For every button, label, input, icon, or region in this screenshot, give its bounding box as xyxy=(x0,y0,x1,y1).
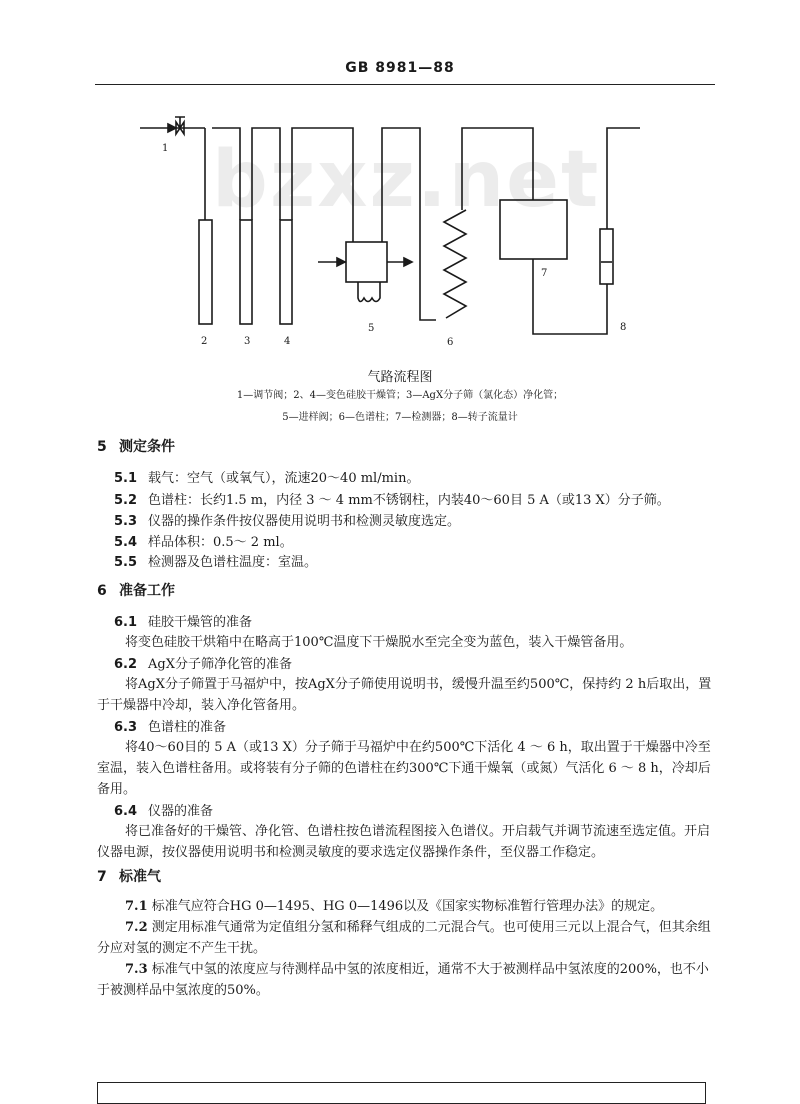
subsection-6-2-heading xyxy=(114,653,292,672)
item-5-2 xyxy=(114,489,670,508)
paragraph-7-1 xyxy=(97,896,717,917)
item-number: 6.4 xyxy=(114,804,138,819)
figure-title: 气路流程图 xyxy=(367,370,433,385)
item-5-5 xyxy=(114,551,317,570)
section-7-heading xyxy=(97,866,161,886)
subsection-title: 仪器的准备 xyxy=(148,804,214,819)
injection-valve-5 xyxy=(346,242,387,282)
drying-tube-2 xyxy=(199,220,212,324)
pipe-6-to-7 xyxy=(462,128,533,210)
item-text: 测定用标准气通常为定值组分氢和稀释气组成的二元混合气。也可使用三元以上混合气，但其余组分应对氢的测定不产生干扰。 xyxy=(97,920,711,956)
chromatography-column-6 xyxy=(444,210,466,318)
subsection-title: AgX分子筛净化管的准备 xyxy=(148,657,292,672)
sample-loop xyxy=(358,282,380,302)
paragraph-7-2 xyxy=(97,917,717,959)
label-6: 6 xyxy=(447,337,454,348)
section-5-heading xyxy=(97,436,175,456)
paragraph-7-3 xyxy=(97,959,717,1001)
label-1: 1 xyxy=(162,143,169,154)
page-footer-frame xyxy=(97,1082,706,1104)
item-text: 载气：空气（或氧气），流速20～40 ml/min。 xyxy=(148,471,420,486)
item-number: 5.5 xyxy=(114,555,138,570)
item-5-3 xyxy=(114,510,460,529)
section-number: 6 xyxy=(97,583,107,599)
section-title: 准备工作 xyxy=(119,583,175,599)
item-text: 样品体积：0.5～ 2 ml。 xyxy=(148,535,293,550)
item-number: 5.2 xyxy=(114,493,138,508)
paragraph-6-1: 将变色硅胶干烘箱中在略高于100℃温度下干燥脱水至完全变为蓝色，装入干燥管备用。 xyxy=(125,635,633,650)
section-title: 标准气 xyxy=(119,869,161,885)
subsection-6-4-heading xyxy=(114,800,213,819)
item-number: 6.3 xyxy=(114,720,138,735)
item-number: 5.4 xyxy=(114,535,138,550)
item-text: 标准气中氢的浓度应与待测样品中氢的浓度相近，通常不大于被测样品中氢浓度的200%，也不小于被测样品中氢浓度的50%。 xyxy=(97,962,709,998)
item-number: 6.1 xyxy=(114,615,138,630)
paragraph-6-2: 将AgX分子筛置于马福炉中，按AgX分子筛使用说明书，缓慢升温至约500℃，保持约 2 h后取出，置于干燥器中冷却，装入净化管备用。 xyxy=(97,677,712,713)
pipe-2-to-3 xyxy=(212,128,240,220)
item-5-4 xyxy=(114,531,293,550)
paragraph-6-4: 将已准备好的干燥管、净化管、色谱柱按色谱流程图接入色谱仪。开启载气并调节流速至选定值。开启仪器电源，按仪器使用说明书和检测灵敏度的要求选定仪器操作条件，至仪器工作稳定。 xyxy=(97,824,711,860)
label-4: 4 xyxy=(284,336,291,347)
rotameter-8 xyxy=(600,229,613,284)
outlet-line xyxy=(607,128,640,229)
purification-tube-3 xyxy=(240,220,252,324)
item-text: 色谱柱：长约1.5 m，内径 3 ～ 4 mm不锈钢柱，内装40～60目 5 A（或13 X）分子筛。 xyxy=(148,493,670,508)
drying-tube-4 xyxy=(280,220,292,324)
section-6-heading xyxy=(97,580,175,600)
item-number: 5.1 xyxy=(114,471,138,486)
subsection-6-3-heading xyxy=(114,716,226,735)
regulating-valve-icon xyxy=(175,117,185,134)
subsection-title: 硅胶干燥管的准备 xyxy=(148,615,253,630)
subsection-title: 色谱柱的准备 xyxy=(148,720,227,735)
item-text: 标准气应符合HG 0—1495、HG 0—1496以及《国家实物标准暂行管理办法》的规定。 xyxy=(151,899,664,914)
section-number: 5 xyxy=(97,439,107,455)
section-title: 测定条件 xyxy=(119,439,175,455)
item-text: 仪器的操作条件按仪器使用说明书和检测灵敏度选定。 xyxy=(148,514,461,529)
item-number: 7.1 xyxy=(125,899,148,914)
paragraph-6-3: 将40～60目的 5 A（或13 X）分子筛于马福炉中在约500℃下活化 4 ～ 6 h，取出置于干燥器中冷至室温，装入色谱柱备用。或将装有分子筛的色谱柱在约300℃下通干燥氧（或氮）气活化 6 ～ 8 h，冷却后备用。 xyxy=(97,740,711,797)
gas-flow-diagram xyxy=(0,0,800,365)
item-number: 7.3 xyxy=(125,962,148,977)
item-number: 7.2 xyxy=(125,920,148,935)
label-5: 5 xyxy=(368,323,375,334)
section-number: 7 xyxy=(97,869,107,885)
inlet-arrow xyxy=(168,124,176,132)
pipe-5-to-6 xyxy=(382,128,436,320)
label-2: 2 xyxy=(201,336,208,347)
watermark: bzxz.net xyxy=(212,135,601,225)
label-3: 3 xyxy=(244,336,251,347)
item-text: 检测器及色谱柱温度：室温。 xyxy=(148,555,318,570)
detector-7 xyxy=(500,200,567,259)
pipe-4-to-5 xyxy=(292,128,353,242)
figure-legend-line-2: 5—进样阀；6—色谱柱；7—检测器；8—转子流量计 xyxy=(282,412,518,423)
figure-legend-line-1: 1—调节阀；2、4—变色硅胶干燥管；3—AgX分子筛（氯化态）净化管； xyxy=(236,390,564,401)
item-5-1 xyxy=(114,467,419,486)
label-8: 8 xyxy=(620,322,627,333)
item-number: 6.2 xyxy=(114,657,138,672)
label-7: 7 xyxy=(541,268,548,279)
standard-code-header: GB 8981—88 xyxy=(345,60,455,76)
subsection-6-1-heading xyxy=(114,611,252,630)
pipe-3-to-4 xyxy=(252,128,280,220)
item-number: 5.3 xyxy=(114,514,138,529)
